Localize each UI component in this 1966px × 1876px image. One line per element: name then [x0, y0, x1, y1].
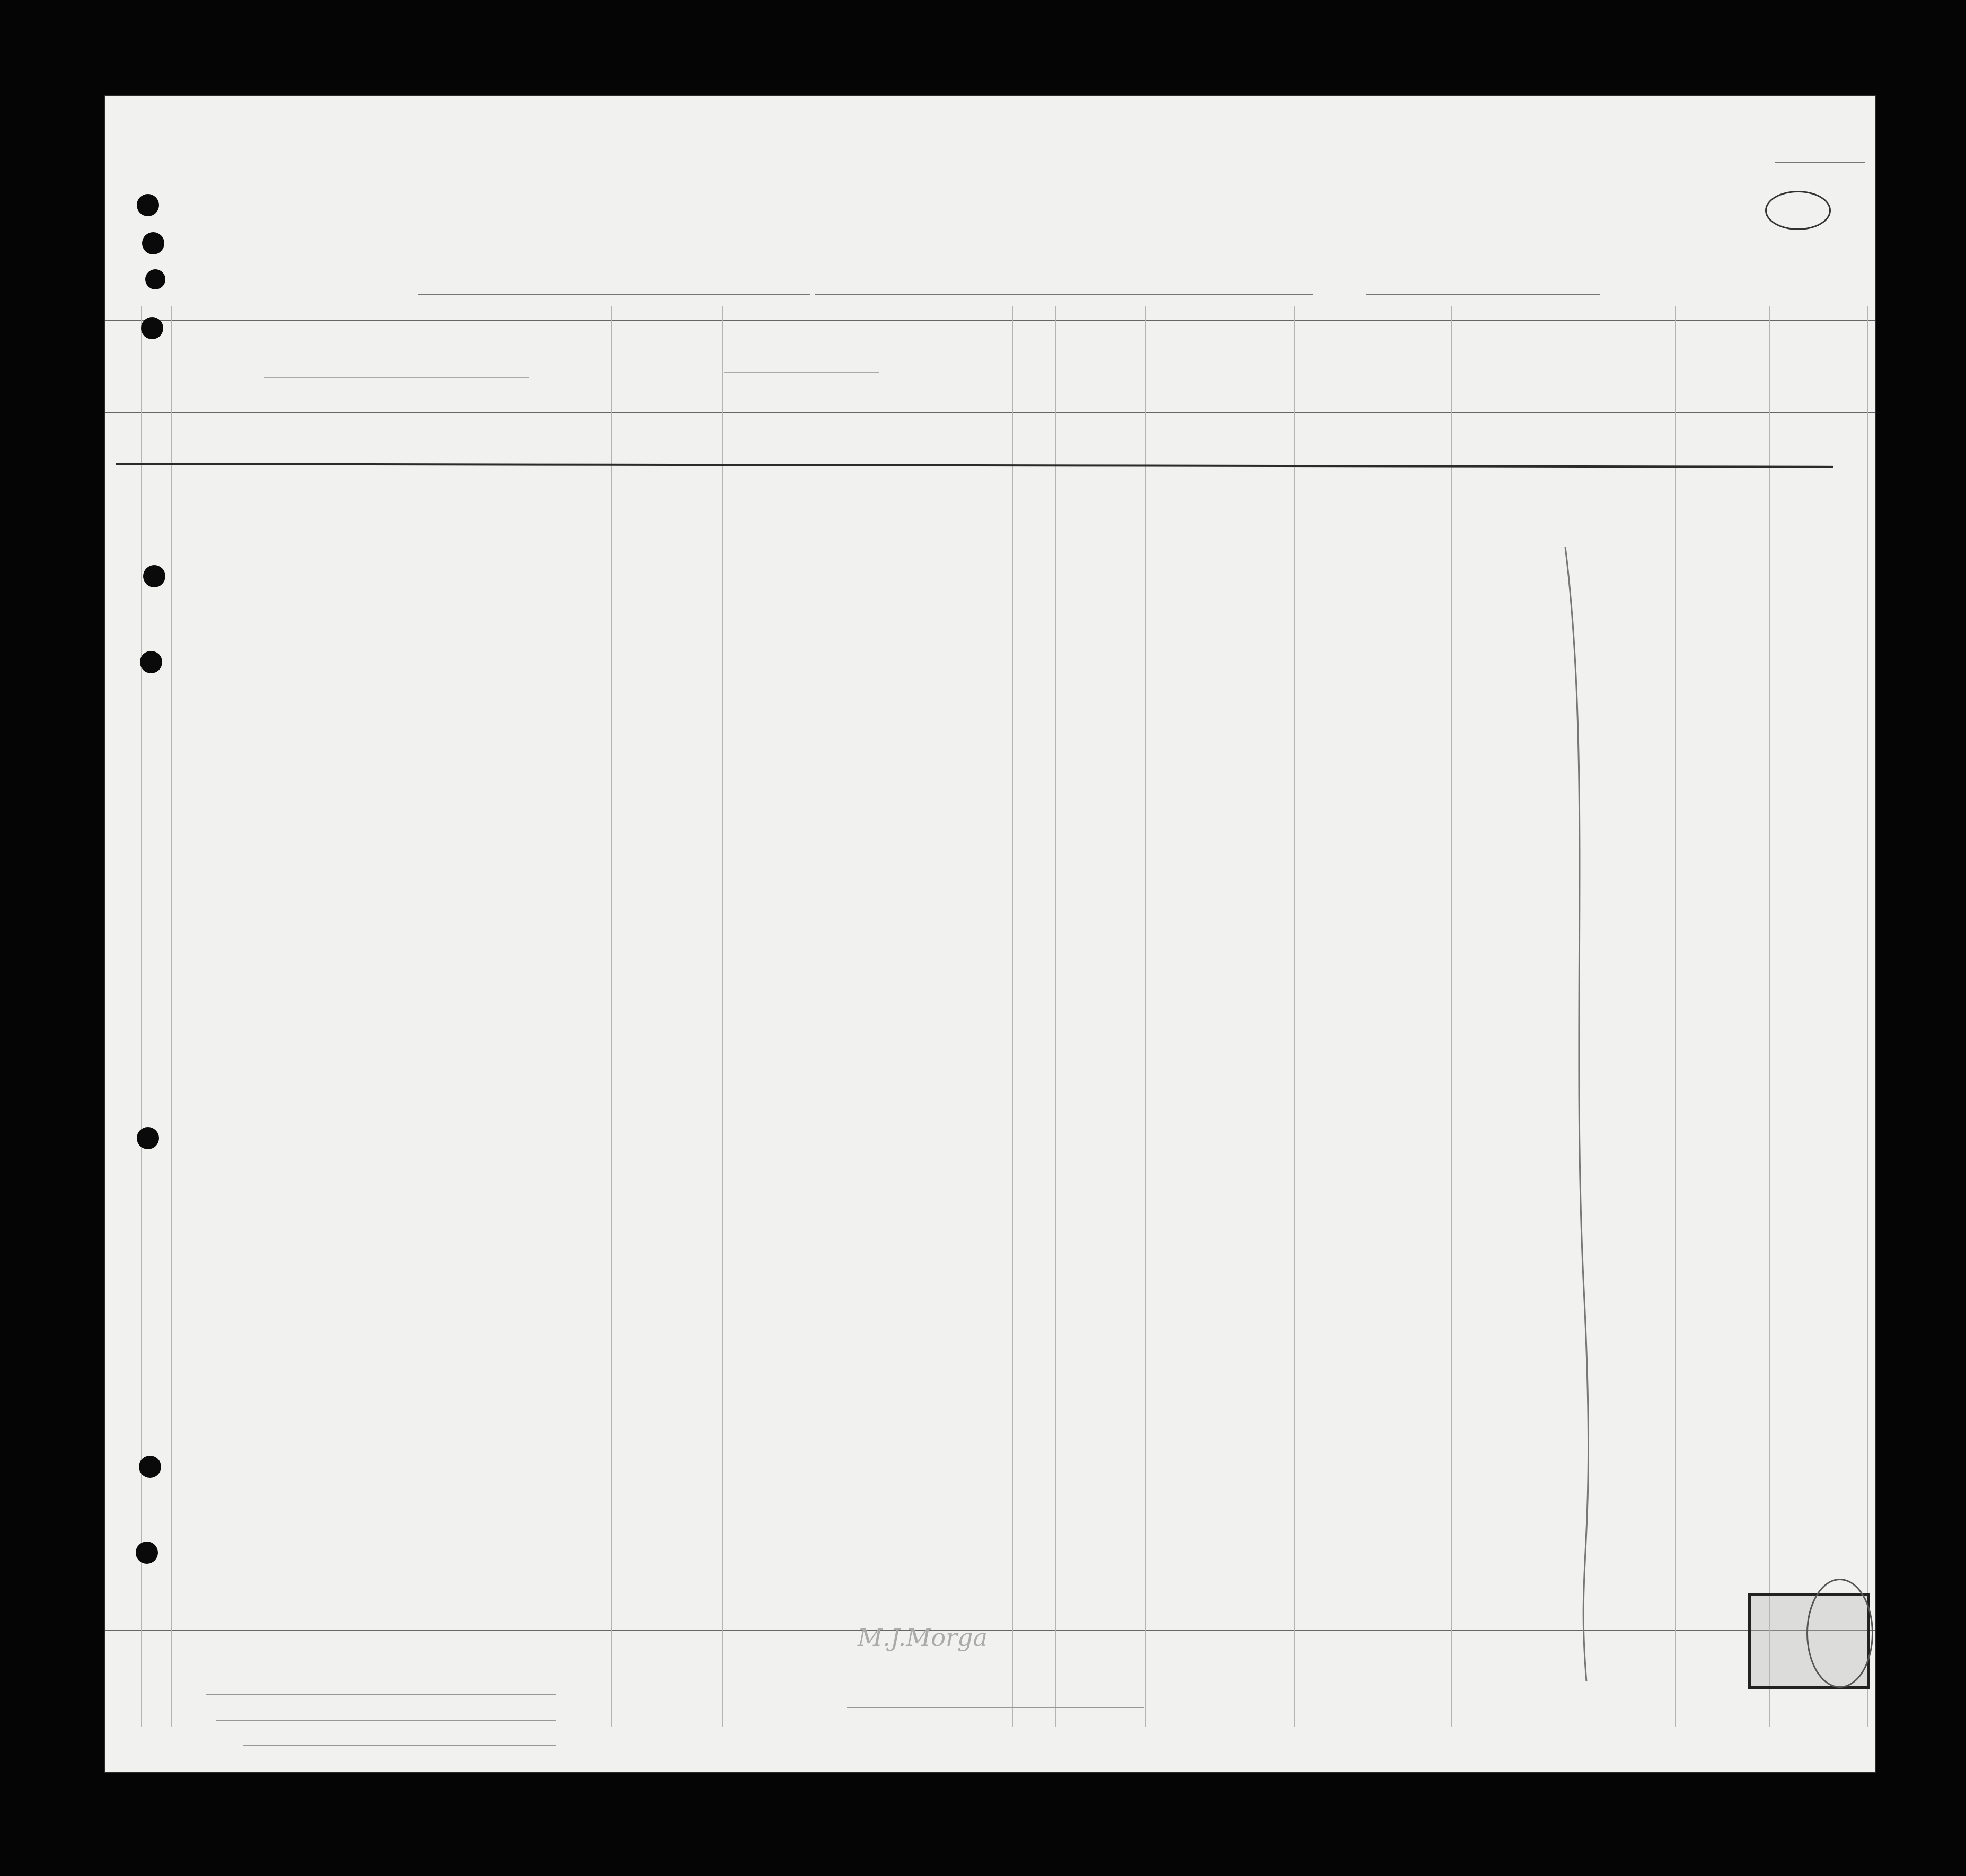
ditto-line [1560, 547, 1602, 1687]
strikethrough-line [116, 463, 1833, 468]
punch-hole [145, 269, 165, 289]
header-bottom-rule [105, 412, 1875, 413]
table-bottom-rule [105, 1630, 1875, 1631]
table-top-rule [105, 320, 1875, 321]
service-check-marks [556, 478, 662, 1623]
punch-hole [143, 565, 165, 587]
punch-hole [136, 1542, 158, 1564]
punch-hole [137, 1127, 159, 1149]
punch-hole [142, 232, 164, 254]
circled-number [1765, 191, 1831, 230]
inspector-signature: M.J.Morga [858, 1623, 988, 1652]
punch-hole [140, 651, 162, 673]
round-seal-stamp [1806, 1579, 1873, 1688]
punch-hole [139, 1456, 161, 1478]
manifest-sheet [105, 96, 1875, 1772]
punch-hole [141, 317, 163, 339]
punch-hole [137, 194, 159, 216]
